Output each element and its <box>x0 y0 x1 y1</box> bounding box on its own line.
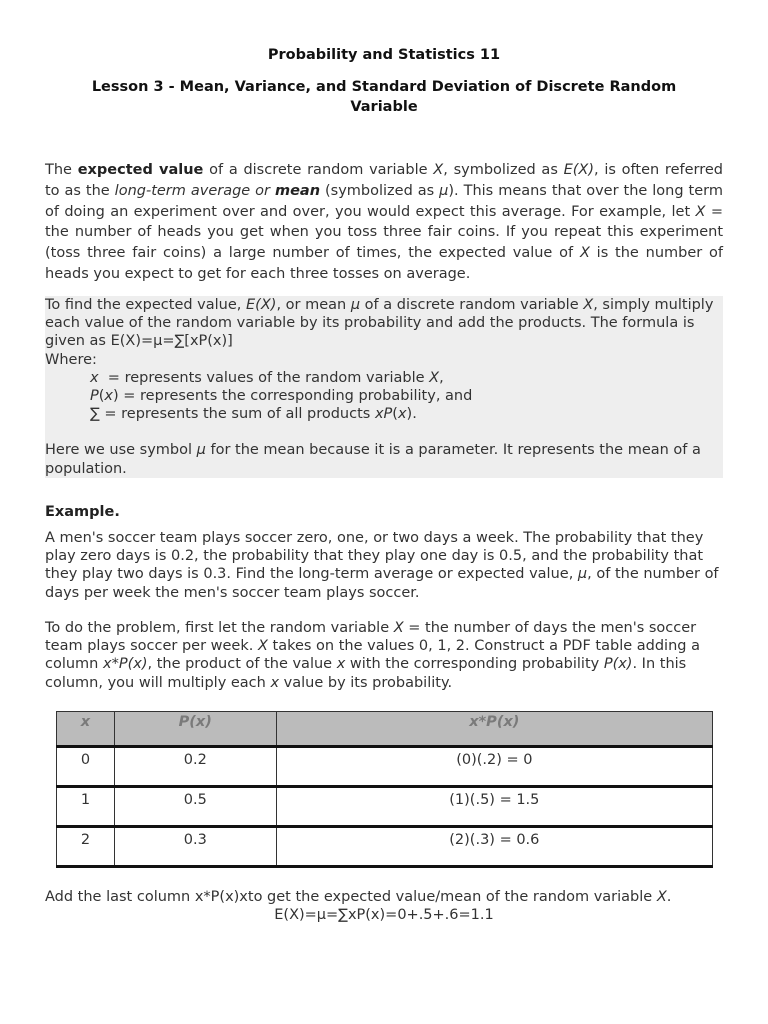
lesson-title: Lesson 3 - Mean, Variance, and Standard Deviation of Discrete Random Variable <box>91 79 677 115</box>
definition-x: x = represents values of the random variable X, <box>90 369 444 386</box>
pdf-table <box>56 711 713 868</box>
conclusion-text: Add the last column x*P(x)xto get the expected value/mean of the random variable X. <box>45 889 672 905</box>
cell-px: 0.5 <box>114 787 276 827</box>
column-header-x: x <box>57 712 115 747</box>
mean-term: mean <box>274 182 321 199</box>
solution-paragraph: To do the problem, first let the random variable X = the number of days the men's soccer team plays soccer per week. X takes on the values 0, 1, 2. Construct a PDF table adding a column x*P(x), the product of the value x with the corresponding probability P(x). In this column, you will multiply each x value by its probability. <box>45 620 700 691</box>
column-header-xpx: x*P(x) <box>276 712 712 747</box>
parameter-note: Here we use symbol μ for the mean because it is a parameter. It represents the mean of a population. <box>45 442 701 477</box>
definition-text: To find the expected value, E(X), or mean μ of a discrete random variable X, simply multiply each value of the random variable by its probability and add the products. The formula is given as E(X)=μ=∑[xP(x)] <box>45 297 714 350</box>
expected-value-formula: E(X)=μ=∑xP(x)=0+.5+.6=1.1 <box>274 907 494 923</box>
course-title: Probability and Statistics 11 <box>267 47 501 63</box>
cell-xpx: (2)(.3) = 0.6 <box>276 827 712 867</box>
where-label: Where: <box>45 351 97 368</box>
example-question: A men's soccer team plays soccer zero, one, or two days a week. The probability that they play zero days is 0.2, the probability that they play one day is 0.5, and the probability that they play two days is 0.3. Find the long-term average or expected value, μ, of the number of days per week the men's soccer team plays soccer. <box>45 530 719 601</box>
cell-x: 2 <box>57 827 115 867</box>
table-row <box>57 747 713 787</box>
definition-sum: ∑ = represents the sum of all products xP(x). <box>90 406 417 423</box>
definition-px: P(x) = represents the corresponding probability, and <box>90 388 473 405</box>
table-row <box>57 787 713 827</box>
cell-px: 0.2 <box>114 747 276 787</box>
column-header-px: P(x) <box>114 712 276 747</box>
cell-xpx: (1)(.5) = 1.5 <box>276 787 712 827</box>
expected-value-term: expected value <box>77 162 204 178</box>
cell-x: 0 <box>57 747 115 787</box>
cell-x: 1 <box>57 787 115 827</box>
cell-xpx: (0)(.2) = 0 <box>276 747 712 787</box>
table-row <box>57 827 713 867</box>
example-heading: Example. <box>45 504 120 520</box>
table-header-row <box>57 712 713 747</box>
definition-box <box>45 296 723 478</box>
cell-px: 0.3 <box>114 827 276 867</box>
intro-paragraph: The expected value of a discrete random variable X, symbolized as E(X), is often referred to as the long-term average or mean (symbolized as μ). This means that over the long term of doing an experiment over and over, you would expect this average. For example, let X = the number of heads you get when you toss three fair coins. If you repeat this experiment (toss three fair coins) a large number of times, the expected value of X is the number of heads you expect to get for each three tosses on average. <box>45 162 724 282</box>
